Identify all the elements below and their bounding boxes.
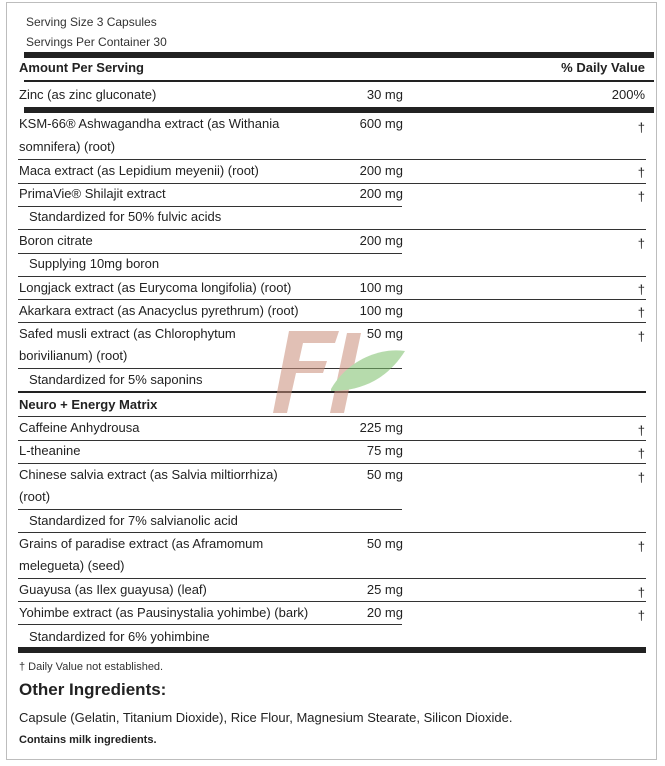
ingredient-name-cont: borivilianum) (root) xyxy=(19,348,128,363)
ingredient-dv: † xyxy=(637,470,645,485)
ingredient-dv: † xyxy=(637,539,645,554)
ingredient-name: Boron citrate xyxy=(19,233,93,248)
ingredient-amount: 200 mg xyxy=(359,186,403,201)
ingredient-name: Grains of paradise extract (as Aframomum xyxy=(19,536,264,551)
ingredient-amount: 100 mg xyxy=(359,303,403,318)
daily-value-heading: % Daily Value xyxy=(561,60,645,75)
ingredient-name: Akarkara extract (as Anacyclus pyrethrum) (root) xyxy=(19,303,299,318)
ingredient-name: Safed musli extract (as Chlorophytum xyxy=(19,326,236,341)
ingredient-note: Standardized for 50% fulvic acids xyxy=(29,209,222,224)
footnote: † Daily Value not established. xyxy=(19,661,164,673)
ingredient-amount: 75 mg xyxy=(366,443,403,458)
ingredient-name: Longjack extract (as Eurycoma longifolia) (root) xyxy=(19,280,292,295)
ingredient-amount: 200 mg xyxy=(359,233,403,248)
ingredient-note: Standardized for 7% salvianolic acid xyxy=(29,513,238,528)
ingredient-note: Standardized for 5% saponins xyxy=(29,372,203,387)
ingredient-amount: 200 mg xyxy=(359,163,403,178)
ingredient-dv: † xyxy=(637,608,645,623)
ingredient-name: Caffeine Anhydrousa xyxy=(19,420,140,435)
ingredient-name-cont: somnifera) (root) xyxy=(19,139,116,154)
thick-divider xyxy=(18,647,646,653)
watermark-logo xyxy=(269,321,409,421)
ingredient-name: Yohimbe extract (as Pausinystalia yohimbe) (bark) xyxy=(19,605,309,620)
ingredient-name: Maca extract (as Lepidium meyenii) (root) xyxy=(19,163,259,178)
ingredient-dv: † xyxy=(637,446,645,461)
ingredient-amount: 50 mg xyxy=(366,467,403,482)
ingredient-name: KSM-66® Ashwagandha extract (as Withania xyxy=(19,116,280,131)
row-divider xyxy=(18,624,402,625)
supplement-facts-panel xyxy=(6,2,657,760)
ingredient-amount: 50 mg xyxy=(366,536,403,551)
ingredient-dv: † xyxy=(637,423,645,438)
ingredient-name: L-theanine xyxy=(19,443,81,458)
ingredient-amount: 600 mg xyxy=(359,116,403,131)
ingredient-name: Zinc (as zinc gluconate) xyxy=(19,87,157,102)
ingredient-amount: 30 mg xyxy=(366,87,403,102)
ingredient-dv: † xyxy=(637,585,645,600)
allergen-statement: Contains milk ingredients. xyxy=(19,734,157,746)
ingredient-amount: 25 mg xyxy=(366,582,403,597)
ingredient-dv: † xyxy=(637,305,645,320)
ingredient-note: Supplying 10mg boron xyxy=(29,256,160,271)
ingredient-dv: † xyxy=(637,189,645,204)
ingredient-dv: † xyxy=(637,282,645,297)
ingredient-name: PrimaVie® Shilajit extract xyxy=(19,186,166,201)
ingredient-name-cont: melegueta) (seed) xyxy=(19,558,125,573)
ingredient-name: Chinese salvia extract (as Salvia miltiorrhiza) xyxy=(19,467,278,482)
ingredient-amount: 20 mg xyxy=(366,605,403,620)
other-ingredients-text: Capsule (Gelatin, Titanium Dioxide), Rice Flour, Magnesium Stearate, Silicon Dioxide. xyxy=(19,710,513,725)
ingredient-dv: † xyxy=(637,236,645,251)
servings-per-container: Servings Per Container 30 xyxy=(26,35,167,49)
section-heading: Neuro + Energy Matrix xyxy=(19,397,158,412)
ingredient-amount: 225 mg xyxy=(359,420,403,435)
ingredient-amount: 100 mg xyxy=(359,280,403,295)
other-ingredients-title: Other Ingredients: xyxy=(19,680,167,699)
ingredient-note: Standardized for 6% yohimbine xyxy=(29,629,210,644)
serving-size: Serving Size 3 Capsules xyxy=(26,15,157,29)
ingredient-dv: † xyxy=(637,120,645,135)
ingredient-dv: 200% xyxy=(611,87,645,102)
ingredient-name: Guayusa (as Ilex guayusa) (leaf) xyxy=(19,582,207,597)
ingredient-amount: 50 mg xyxy=(366,326,403,341)
ingredient-dv: † xyxy=(637,165,645,180)
header-divider xyxy=(24,80,654,82)
ingredient-name-cont: (root) xyxy=(19,489,51,504)
amount-per-serving-heading: Amount Per Serving xyxy=(19,60,144,75)
ingredient-dv: † xyxy=(637,329,645,344)
